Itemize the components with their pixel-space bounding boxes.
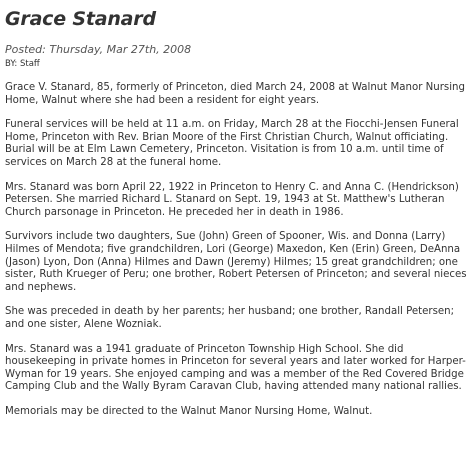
article-title: Grace Stanard [5,8,156,30]
paragraph-life-details: Mrs. Stanard was a 1941 graduate of Princeton Township High School. She did housekeeping in private homes in Princeton for several years and later worked for Harper-Wyman for 19 years. She enjoyed camping and was a member of the Red Covered Bridge Camping Club and the Wally Byram Caravan Club, having attended many national rallies. [5,343,466,393]
article-body [5,82,469,418]
paragraph-funeral-services: Funeral services will be held at 11 a.m. on Friday, March 28 at the Fiocchi-Jensen Funeral Home, Princeton with Rev. Brian Moore of the First Christian Church, Walnut officiating. Burial will be at Elm Lawn Cemetery, Princeton. Visitation is from 10 a.m. until time of services on March 28 at the funeral home. [5,119,459,168]
paragraph-biography: Mrs. Stanard was born April 22, 1922 in Princeton to Henry C. and Anna C. (Hendrickson) Petersen. She married Richard L. Stanard on Sept. 19, 1943 at St. Matthew's Lutheran Church parsonage in Princeton. He preceded her in death in 1986. [5,181,459,218]
paragraph-preceded-in-death: She was preceded in death by her parents; her husband; one brother, Randall Petersen; and one sister, Alene Wozniak. [5,306,455,330]
paragraph-death-notice: Grace V. Stanard, 85, formerly of Princeton, died March 24, 2008 at Walnut Manor Nursing Home, Walnut where she had been a resident for eight years. [5,82,465,106]
paragraph-survivors: Survivors include two daughters, Sue (John) Green of Spooner, Wis. and Donna (Larry) Hilmes of Mendota; five grandchildren, Lori (George) Maxedon, Ken (Erin) Green, DeAnna (Jason) Lyon, Don (Anna) Hilmes and Dawn (Jeremy) Hilmes; 15 great grandchildren; one sister, Ruth Krueger of Peru; one brother, Robert Petersen of Princeton; and several nieces and nephews. [5,231,467,293]
paragraph-memorials: Memorials may be directed to the Walnut Manor Nursing Home, Walnut. [5,405,373,417]
byline: BY: Staff [5,59,40,69]
posted-date: Posted: Thursday, Mar 27th, 2008 [5,43,192,56]
